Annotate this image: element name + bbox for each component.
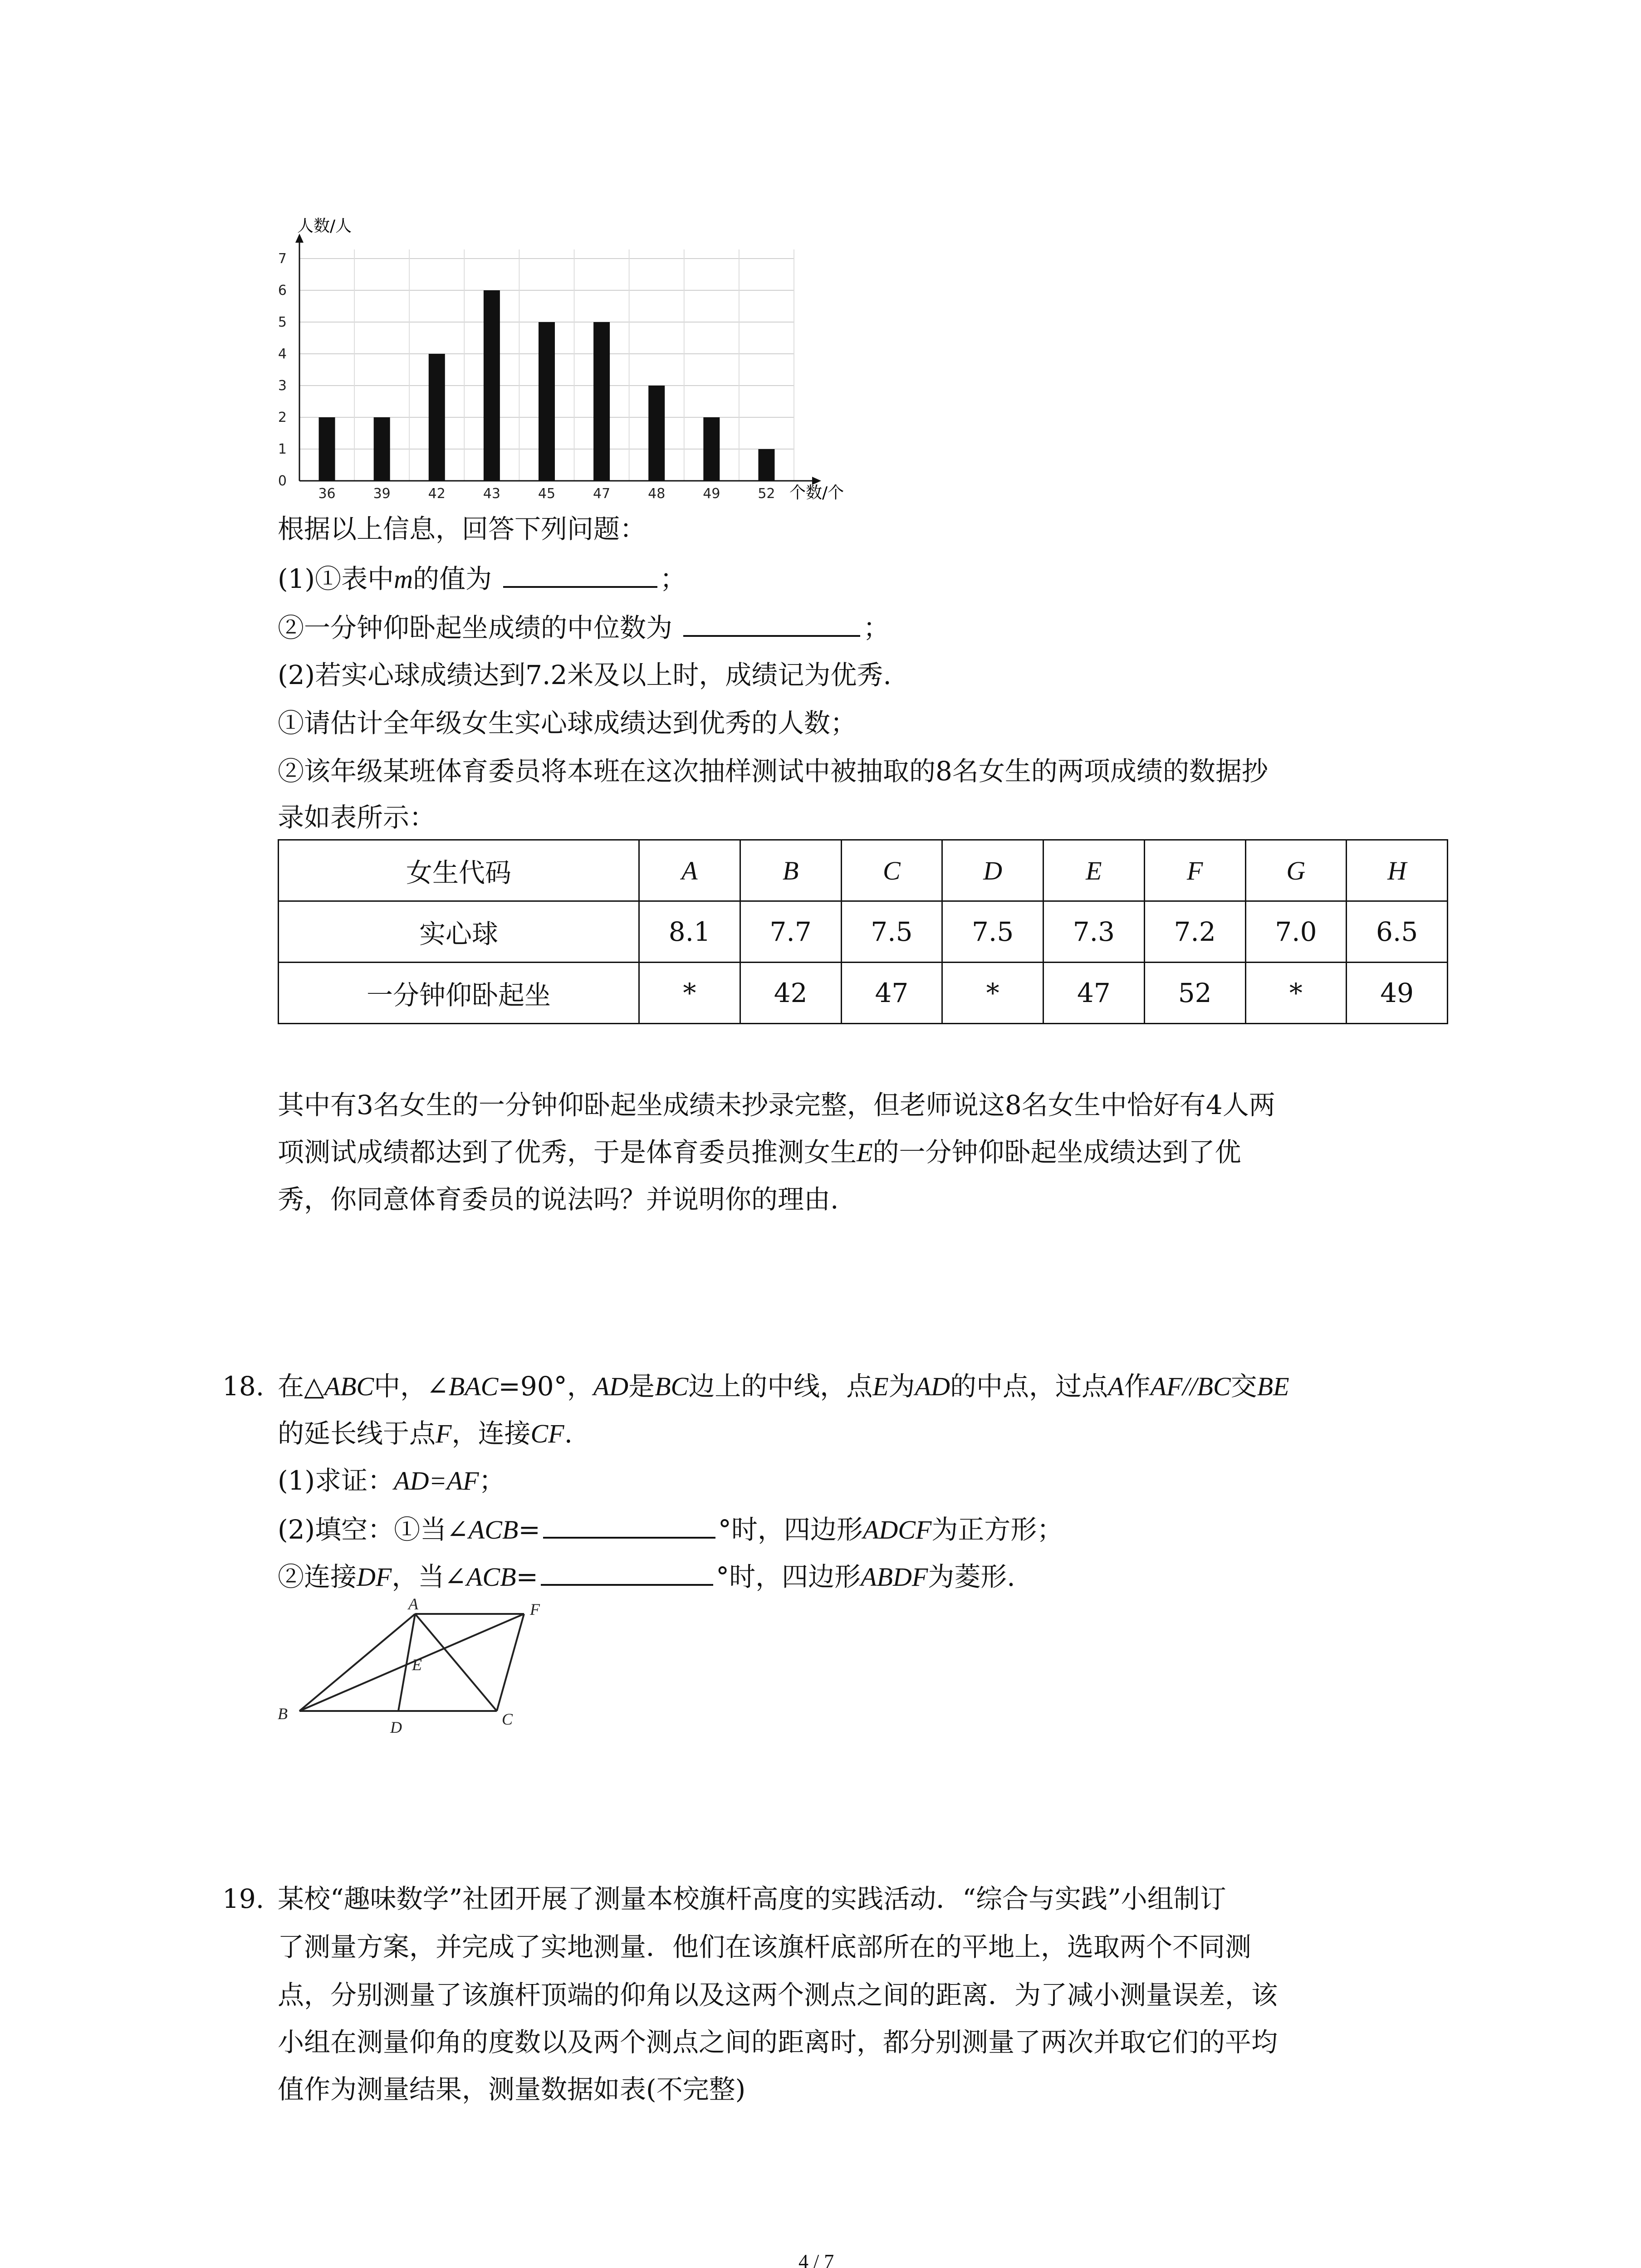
- q18-text: ；: [479, 1465, 505, 1496]
- q19-number: 19.: [222, 1883, 265, 1914]
- label-d: D: [390, 1718, 402, 1736]
- q18-text: 为: [888, 1371, 915, 1402]
- table-cell: 42: [740, 963, 841, 1024]
- x-tick-label: 39: [373, 486, 391, 502]
- q17-part1-median: [278, 610, 889, 644]
- table-header-cell: F: [1144, 840, 1245, 901]
- q18-line4: [278, 1511, 1063, 1546]
- q18-text: =90°，: [498, 1371, 593, 1402]
- q18-text: (1)求证：: [278, 1465, 394, 1496]
- table-cell: 一分钟仰卧起坐: [279, 963, 639, 1024]
- q18-text: 的延长线于点: [278, 1418, 436, 1449]
- q18-text: =: [518, 1514, 540, 1545]
- q17-note-line1: 其中有3名女生的一分钟仰卧起坐成绩未抄录完整，但老师说这8名女生中恰好有4人两: [278, 1090, 1275, 1120]
- q18-text: 中，∠: [374, 1371, 449, 1402]
- q17-note-line2: [278, 1136, 1241, 1169]
- q18-number: 18.: [222, 1371, 265, 1402]
- x-tick-label: 49: [703, 486, 720, 502]
- y-tick-label: 5: [278, 314, 287, 330]
- x-tick-label: 36: [318, 486, 336, 502]
- q18-text: 是: [628, 1371, 655, 1402]
- y-axis-label: 人数/人: [297, 217, 352, 235]
- bar-45: [539, 322, 555, 481]
- bar-39: [374, 417, 390, 481]
- q18-text: °时，四边形: [718, 1514, 863, 1545]
- var-m: m: [394, 564, 413, 594]
- q18-var: BE: [1257, 1372, 1289, 1401]
- q18-var: AF//BC: [1150, 1372, 1231, 1401]
- q18-var: AD: [593, 1372, 629, 1401]
- answer-blank-m[interactable]: [503, 561, 657, 588]
- segment-ab: [299, 1614, 415, 1711]
- table-header-cell: G: [1245, 840, 1347, 901]
- q18-var: A: [1108, 1372, 1124, 1401]
- q19-line3: 点，分别测量了该旗杆顶端的仰角以及这两个测点之间的距离．为了减小测量误差，该: [278, 1980, 1278, 2010]
- q18-var: AD: [915, 1372, 950, 1401]
- q18-var: ACB: [466, 1562, 516, 1592]
- x-tick-label: 52: [758, 486, 775, 502]
- answer-blank-square-angle[interactable]: [543, 1511, 715, 1539]
- q18-text: 的中点，过点: [950, 1371, 1108, 1402]
- scores-table: [278, 839, 1448, 1024]
- q18-text: 作: [1124, 1371, 1151, 1402]
- table-header-row: [279, 840, 1448, 901]
- bar-52: [758, 449, 774, 481]
- q18-text: .: [564, 1418, 573, 1449]
- q18-var: ACB: [468, 1515, 519, 1545]
- q17-part2-2b: 录如表所示：: [278, 802, 436, 833]
- q18-var: BAC: [448, 1372, 499, 1401]
- q18-line5: [278, 1559, 1015, 1593]
- q19-line4: 小组在测量仰角的度数以及两个测点之间的距离时，都分别测量了两次并取它们的平均: [278, 2027, 1278, 2058]
- table-cell: 7.5: [942, 901, 1043, 963]
- table-row: [279, 901, 1448, 963]
- q18-text: 为菱形.: [928, 1561, 1015, 1592]
- label-f: F: [530, 1600, 540, 1618]
- label-b: B: [278, 1705, 288, 1723]
- q18-text: °时，四边形: [716, 1561, 861, 1592]
- table-cell: 8.1: [639, 901, 740, 963]
- table-cell: 7.3: [1043, 901, 1145, 963]
- table-cell: *: [1245, 963, 1347, 1024]
- y-tick-label: 4: [278, 346, 287, 362]
- table-cell: 7.2: [1144, 901, 1245, 963]
- x-tick-label: 48: [648, 486, 666, 502]
- table-header-cell: C: [841, 840, 942, 901]
- bar-47: [593, 322, 610, 481]
- x-axis-label: 个数/个: [789, 484, 844, 502]
- x-tick-label: 43: [483, 486, 500, 502]
- q19-line1: 某校“趣味数学”社团开展了测量本校旗杆高度的实践活动．“综合与实践”小组制订: [278, 1883, 1226, 1914]
- q19-line5: 值作为测量结果，测量数据如表(不完整): [278, 2074, 746, 2105]
- q17-p1-end: ；: [660, 563, 686, 594]
- q17-part2-1: ①请估计全年级女生实心球成绩达到优秀的人数；: [278, 708, 857, 738]
- q17-part1-m: [278, 561, 686, 596]
- q17-p2-text: ②一分钟仰卧起坐成绩的中位数为: [278, 612, 673, 643]
- q18-var: BC: [655, 1372, 689, 1401]
- q18-text: 交: [1230, 1371, 1257, 1402]
- q18-text: 为正方形；: [931, 1514, 1063, 1545]
- table-header-cell: 女生代码: [279, 840, 639, 901]
- q17-p2-end: ；: [863, 612, 890, 643]
- answer-blank-median[interactable]: [683, 610, 860, 637]
- q18-line2: [278, 1417, 573, 1450]
- table-cell: 7.5: [841, 901, 942, 963]
- answer-blank-rhombus-angle[interactable]: [541, 1559, 713, 1586]
- q18-text: ，当∠: [392, 1561, 466, 1592]
- label-e: E: [412, 1656, 422, 1674]
- table-cell: 7.0: [1245, 901, 1347, 963]
- table-header-cell: B: [740, 840, 841, 901]
- q18-text: ，连接: [451, 1418, 531, 1449]
- y-tick-label: 1: [278, 441, 287, 457]
- x-tick-label: 45: [538, 486, 556, 502]
- y-tick-label: 7: [278, 251, 287, 267]
- bar-48: [648, 386, 665, 481]
- bar-43: [484, 290, 500, 481]
- q17-note-text: 项测试成绩都达到了优秀，于是体育委员推测女生: [278, 1137, 857, 1168]
- table-cell: 52: [1144, 963, 1245, 1024]
- y-tick-label: 3: [278, 378, 287, 394]
- q18-var: E: [872, 1372, 889, 1401]
- table-cell: 7.7: [740, 901, 841, 963]
- y-tick-label: 0: [278, 473, 287, 489]
- table-cell: 47: [841, 963, 942, 1024]
- q18-var: CF: [530, 1419, 564, 1448]
- table-cell: 49: [1347, 963, 1448, 1024]
- var-e: E: [857, 1138, 873, 1167]
- table-cell: *: [639, 963, 740, 1024]
- q18-text: (2)填空：①当∠: [278, 1514, 469, 1545]
- label-a: A: [408, 1597, 418, 1613]
- bar-chart: [254, 213, 880, 522]
- q18-var: ABDF: [861, 1562, 928, 1592]
- q18-text: 边上的中线，点: [688, 1371, 873, 1402]
- geometry-figure: [268, 1597, 585, 1746]
- q17-part2-2: ②该年级某班体育委员将本班在这次抽样测试中被抽取的8名女生的两项成绩的数据抄: [278, 756, 1268, 787]
- table-cell: 47: [1043, 963, 1145, 1024]
- table-cell: 6.5: [1347, 901, 1448, 963]
- segment-cf: [497, 1614, 524, 1711]
- x-tick-label: 47: [593, 486, 611, 502]
- q18-line1: [278, 1370, 1289, 1403]
- q17-note-text: 的一分钟仰卧起坐成绩达到了优: [872, 1137, 1241, 1168]
- table-header-cell: D: [942, 840, 1043, 901]
- q18-var: ABC: [324, 1372, 374, 1401]
- q18-text: =: [516, 1561, 539, 1592]
- q17-part2: (2)若实心球成绩达到7.2米及以上时，成绩记为优秀.: [278, 660, 892, 690]
- table-header-cell: H: [1347, 840, 1448, 901]
- q18-text: ②连接: [278, 1561, 357, 1592]
- q18-var: AD=AF: [394, 1466, 479, 1496]
- bar-49: [703, 417, 720, 481]
- q18-var: ADCF: [862, 1515, 932, 1545]
- chart-ticks: [278, 251, 775, 502]
- segment-ac: [415, 1614, 497, 1711]
- q17-intro: 根据以上信息，回答下列问题：: [278, 513, 647, 544]
- table-cell: 实心球: [279, 901, 639, 963]
- bar-42: [429, 354, 445, 481]
- bar-36: [319, 417, 335, 481]
- x-tick-label: 42: [428, 486, 446, 502]
- table-cell: *: [942, 963, 1043, 1024]
- q17-p1-suffix: 的值为: [413, 563, 492, 594]
- q18-var: DF: [357, 1562, 392, 1592]
- y-tick-label: 6: [278, 283, 287, 298]
- q18-var: F: [436, 1419, 452, 1448]
- y-tick-label: 2: [278, 410, 287, 425]
- q18-text: 在△: [278, 1371, 324, 1402]
- q18-line3: [278, 1464, 505, 1497]
- page-number: 4 / 7: [798, 2250, 834, 2268]
- label-c: C: [502, 1710, 513, 1728]
- q17-p1-prefix: (1)①表中: [278, 563, 394, 594]
- table-header-cell: E: [1043, 840, 1145, 901]
- table-header-cell: A: [639, 840, 740, 901]
- q17-note-line3: 秀，你同意体育委员的说法吗？并说明你的理由.: [278, 1184, 839, 1215]
- q19-line2: 了测量方案，并完成了实地测量．他们在该旗杆底部所在的平地上，选取两个不同测: [278, 1931, 1252, 1962]
- table-row: [279, 963, 1448, 1024]
